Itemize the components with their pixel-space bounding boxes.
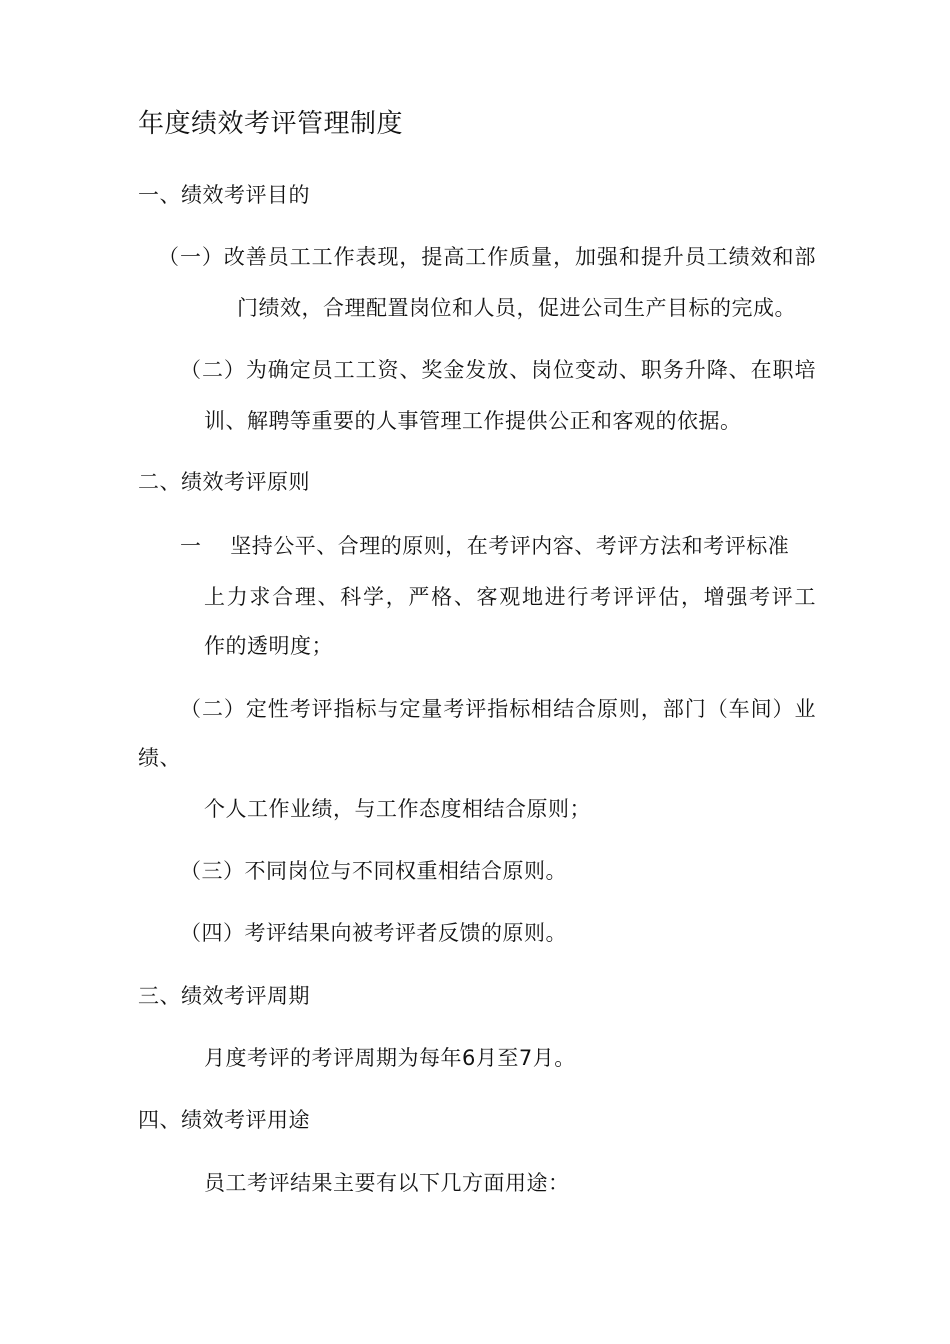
principle-item-1-line-3: 作的透明度；	[204, 634, 333, 658]
section-heading-purpose: 一、绩效考评目的	[138, 183, 310, 207]
principle-item-1-line-2: 上力求合理、科学，严格、客观地进行考评评估，增强考评工	[204, 585, 816, 609]
principle-item-3: （三）不同岗位与不同权重相结合原则。	[180, 859, 567, 883]
purpose-item-2-line-1: （二）为确定员工工资、奖金发放、岗位变动、职务升降、在职培	[180, 358, 816, 382]
principle-item-2-line-1: （二）定性考评指标与定量考评指标相结合原则，部门（车间）业	[180, 697, 816, 721]
principle-item-4: （四）考评结果向被考评者反馈的原则。	[180, 921, 567, 945]
section-heading-cycle: 三、绩效考评周期	[138, 984, 310, 1008]
purpose-item-1-line-1: （一）改善员工工作表现，提高工作质量，加强和提升员工绩效和部	[158, 245, 816, 269]
usage-text: 员工考评结果主要有以下几方面用途：	[204, 1171, 570, 1195]
principle-item-2-line-2: 绩、	[138, 746, 181, 770]
principle-item-2-line-3: 个人工作业绩，与工作态度相结合原则；	[204, 797, 591, 821]
cycle-text: 月度考评的考评周期为每年6月至7月。	[204, 1046, 576, 1070]
section-heading-principles: 二、绩效考评原则	[138, 470, 310, 494]
purpose-item-2-line-2: 训、解聘等重要的人事管理工作提供公正和客观的依据。	[204, 409, 742, 433]
section-heading-usage: 四、绩效考评用途	[138, 1108, 310, 1132]
document-title: 年度绩效考评管理制度	[138, 109, 404, 139]
principle-item-1-line-1: 一 坚持公平、合理的原则，在考评内容、考评方法和考评标准	[180, 534, 790, 558]
purpose-item-1-line-2: 门绩效，合理配置岗位和人员，促进公司生产目标的完成。	[237, 296, 796, 320]
